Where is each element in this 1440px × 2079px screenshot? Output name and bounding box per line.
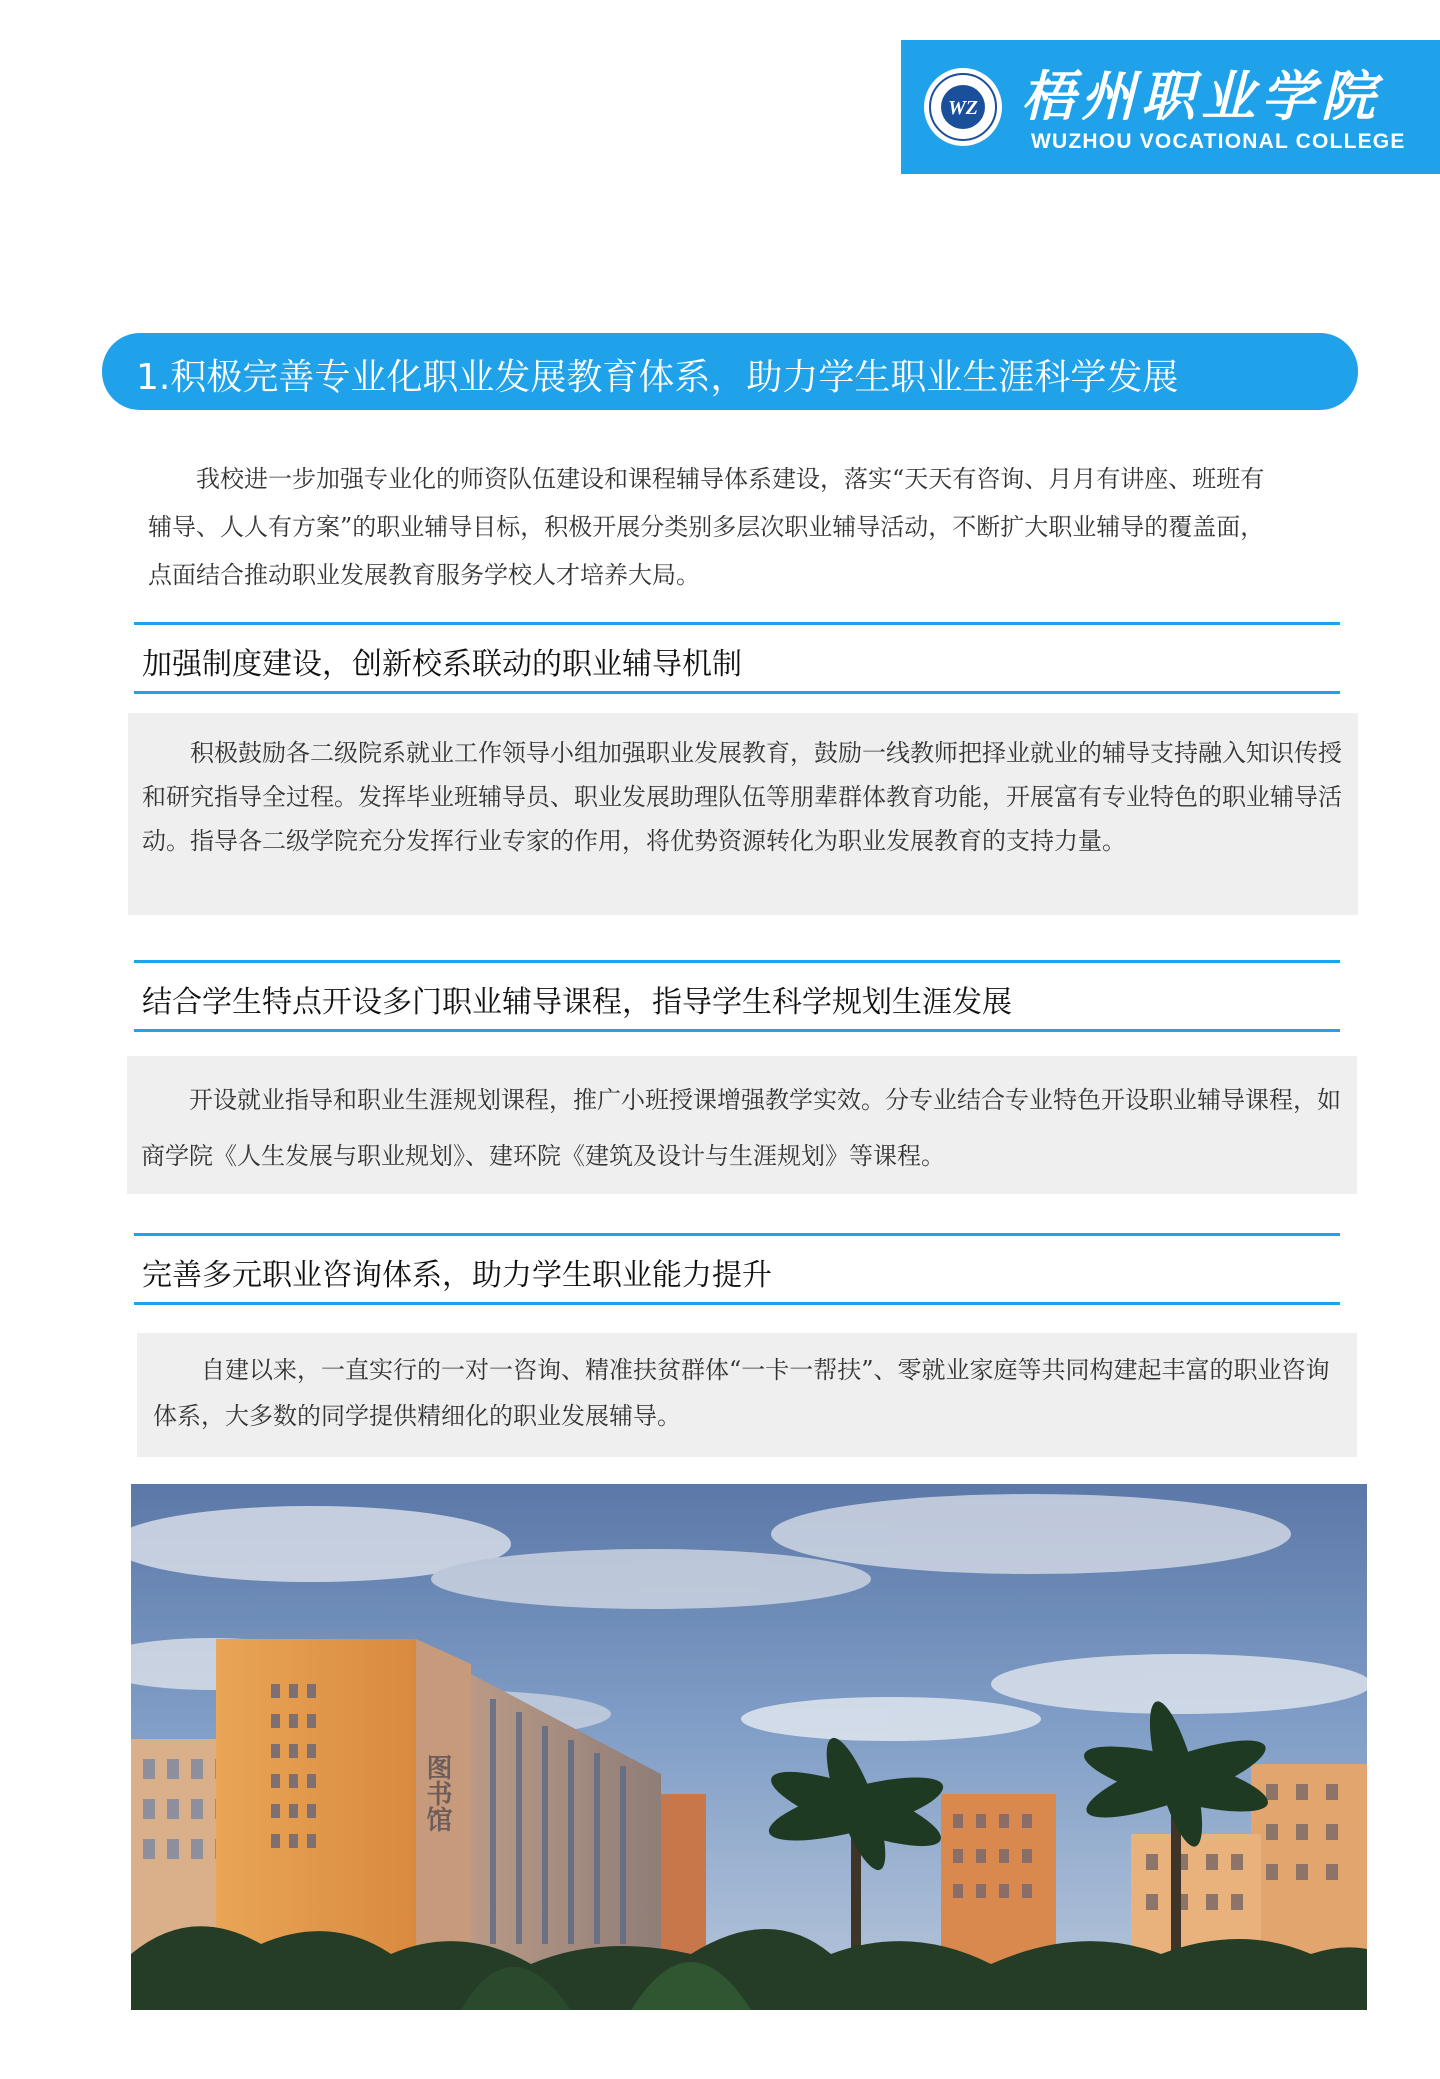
subsection-body: 开设就业指导和职业生涯规划课程，推广小班授课增强教学实效。分专业结合专业特色开设职业辅导课程，如商学院《人生发展与职业规划》、建环院《建筑及设计与生涯规划》等课程。 [141, 1086, 1341, 1170]
subsection-heading: 加强制度建设，创新校系联动的职业辅导机制 [142, 647, 742, 682]
subsection-text-box [137, 1333, 1357, 1457]
college-name-english: WUZHOU VOCATIONAL COLLEGE [1031, 130, 1406, 153]
subsection-heading: 完善多元职业咨询体系，助力学生职业能力提升 [142, 1258, 772, 1293]
subsection-text-box [127, 1056, 1357, 1194]
college-emblem-icon [923, 67, 1003, 147]
section-banner [102, 333, 1358, 410]
college-logo [901, 40, 1440, 174]
library-sign: 图书馆 [422, 1754, 452, 1832]
intro-paragraph: 我校进一步加强专业化的师资队伍建设和课程辅导体系建设，落实“天天有咨询、月月有讲座、班班有辅导、人人有方案”的职业辅导目标，积极开展分类别多层次职业辅导活动，不断扩大职业辅导的覆盖面，点面结合推动职业发展教育服务学校人才培养大局。 [148, 465, 1265, 589]
subsection-body: 积极鼓励各二级院系就业工作领导小组加强职业发展教育，鼓励一线教师把择业就业的辅导支持融入知识传授和研究指导全过程。发挥毕业班辅导员、职业发展助理队伍等朋辈群体教育功能，开展富有专业特色的职业辅导活动。指导各二级学院充分发挥行业专家的作用，将优势资源转化为职业发展教育的支持力量。 [142, 739, 1342, 855]
subsection-heading-bar [134, 622, 1340, 694]
subsection-body: 自建以来，一直实行的一对一咨询、精准扶贫群体“一卡一帮扶”、零就业家庭等共同构建起丰富的职业咨询体系，大多数的同学提供精细化的职业发展辅导。 [153, 1356, 1330, 1430]
emblem-initials: WZ [948, 97, 978, 119]
subsection-heading-bar [134, 1233, 1340, 1305]
campus-library-photo [131, 1484, 1367, 2010]
subsection-heading-bar [134, 960, 1340, 1032]
subsection-heading: 结合学生特点开设多门职业辅导课程，指导学生科学规划生涯发展 [142, 985, 1012, 1020]
college-name-chinese: 梧州职业学院 [1021, 64, 1381, 128]
subsection-text-box [128, 713, 1358, 915]
section-title: 1.积极完善专业化职业发展教育体系，助力学生职业生涯科学发展 [136, 357, 1179, 398]
